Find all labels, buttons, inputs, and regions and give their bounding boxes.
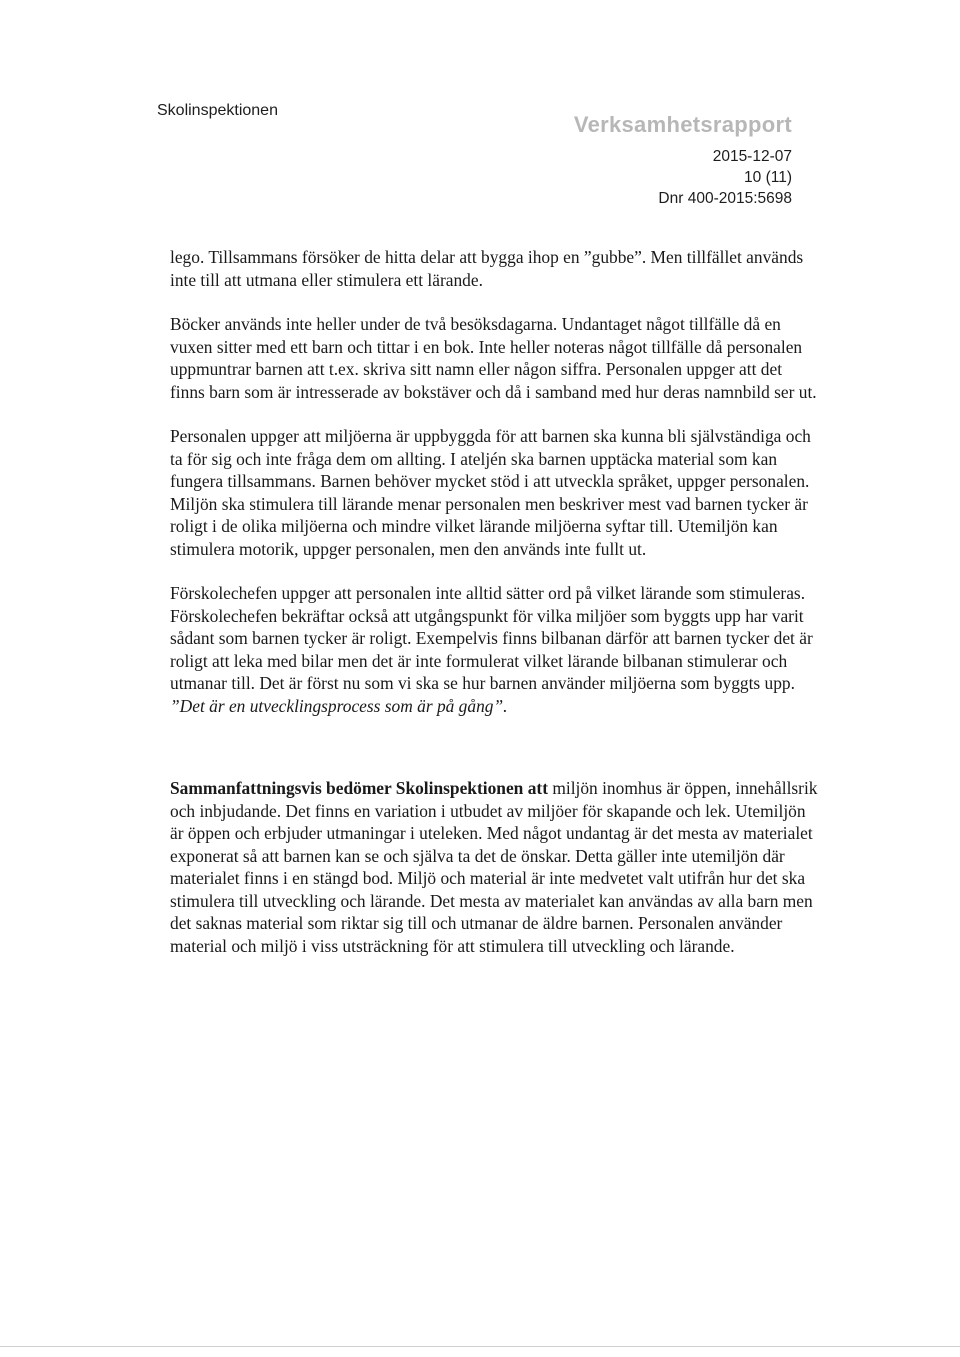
scan-edge-line bbox=[0, 1346, 960, 1347]
page-number: 10 (11) bbox=[744, 169, 792, 186]
summary-text: miljön inomhus är öppen, innehållsrik och inbjudande. Det finns en variation i utbudet av miljöer för skapande och lek. Utemiljön är öppen och erbjuder utmaningar i uteleken. Med något undantag är det mesta av materialet exponerat så att barnen kan se och själva ta det de önskar. Detta gäller inte utemiljön där materialet finns i en stängd bod. Miljö och material är inte medvetet valt utifrån hur det ska stimulera till utveckling och lärande. Det mesta av materialet kan användas av alla barn men det saknas material som riktar sig till och utmanar de äldre barnen. Personalen använder material och miljö i viss utsträckning för att stimulera till utveckling och lärande. bbox=[170, 778, 818, 956]
paragraph-books: Böcker används inte heller under de två besöksdagarna. Undantaget något tillfälle då en vuxen sitter med ett barn och tittar i en bok. Inte heller noteras något tillfälle då personalen uppmuntrar barnen att t.ex. skriva sitt namn eller någon siffra. Personalen uppger att det finns barn som är intresserade av bokstäver och då i samband med hur deras namnbild ser ut. bbox=[170, 314, 817, 402]
paragraph-preschool-head-text: Förskolechefen uppger att personalen inte alltid sätter ord på vilket lärande som stimuleras. Förskolechefen bekräftar också att utgångspunkt för vilka miljöer som byggts upp har varit sådant som barnen tycker är roligt. Exempelvis finns bilbanan därför att barnen tycker det är roligt att leka med bilar men det är inte formulerat vilket lärande bilbanan stimulerar och utmanar till. Det är först nu som vi ska se hur barnen använder miljöerna som byggts upp. bbox=[170, 583, 813, 693]
summary-lead: Sammanfattningsvis bedömer Skolinspektionen att bbox=[170, 778, 548, 798]
paragraph-preschool-head bbox=[170, 582, 820, 717]
document-header bbox=[574, 112, 792, 209]
organization-name: Skolinspektionen bbox=[157, 102, 278, 119]
document-type: Verksamhetsrapport bbox=[573, 112, 792, 137]
document-body bbox=[170, 246, 820, 975]
paragraph-environments: Personalen uppger att miljöerna är uppbyggda för att barnen ska kunna bli självständiga och ta för sig och inte fråga dem om allting. I ateljén ska barnen upptäcka material som kan fungera tillsammans. Barnen behöver mycket stöd i att utveckla språket, uppger personalen. Miljön ska stimulera till lärande menar personalen men beskriver mest vad barnen tycker är roligt i de olika miljöerna och mindre vilket lärande miljöerna syftar till. Utemiljön kan stimulera motorik, uppger personalen, men den används inte fullt ut. bbox=[170, 426, 811, 559]
quote-development-process: ”Det är en utvecklingsprocess som är på gång”. bbox=[170, 695, 508, 716]
reference-number: Dnr 400-2015:5698 bbox=[658, 190, 792, 207]
summary-paragraph bbox=[170, 777, 820, 957]
document-date: 2015-12-07 bbox=[712, 148, 792, 165]
paragraph-lego: lego. Tillsammans försöker de hitta delar att bygga ihop en ”gubbe”. Men tillfället används inte till att utmana eller stimulera ett lärande. bbox=[170, 247, 804, 290]
